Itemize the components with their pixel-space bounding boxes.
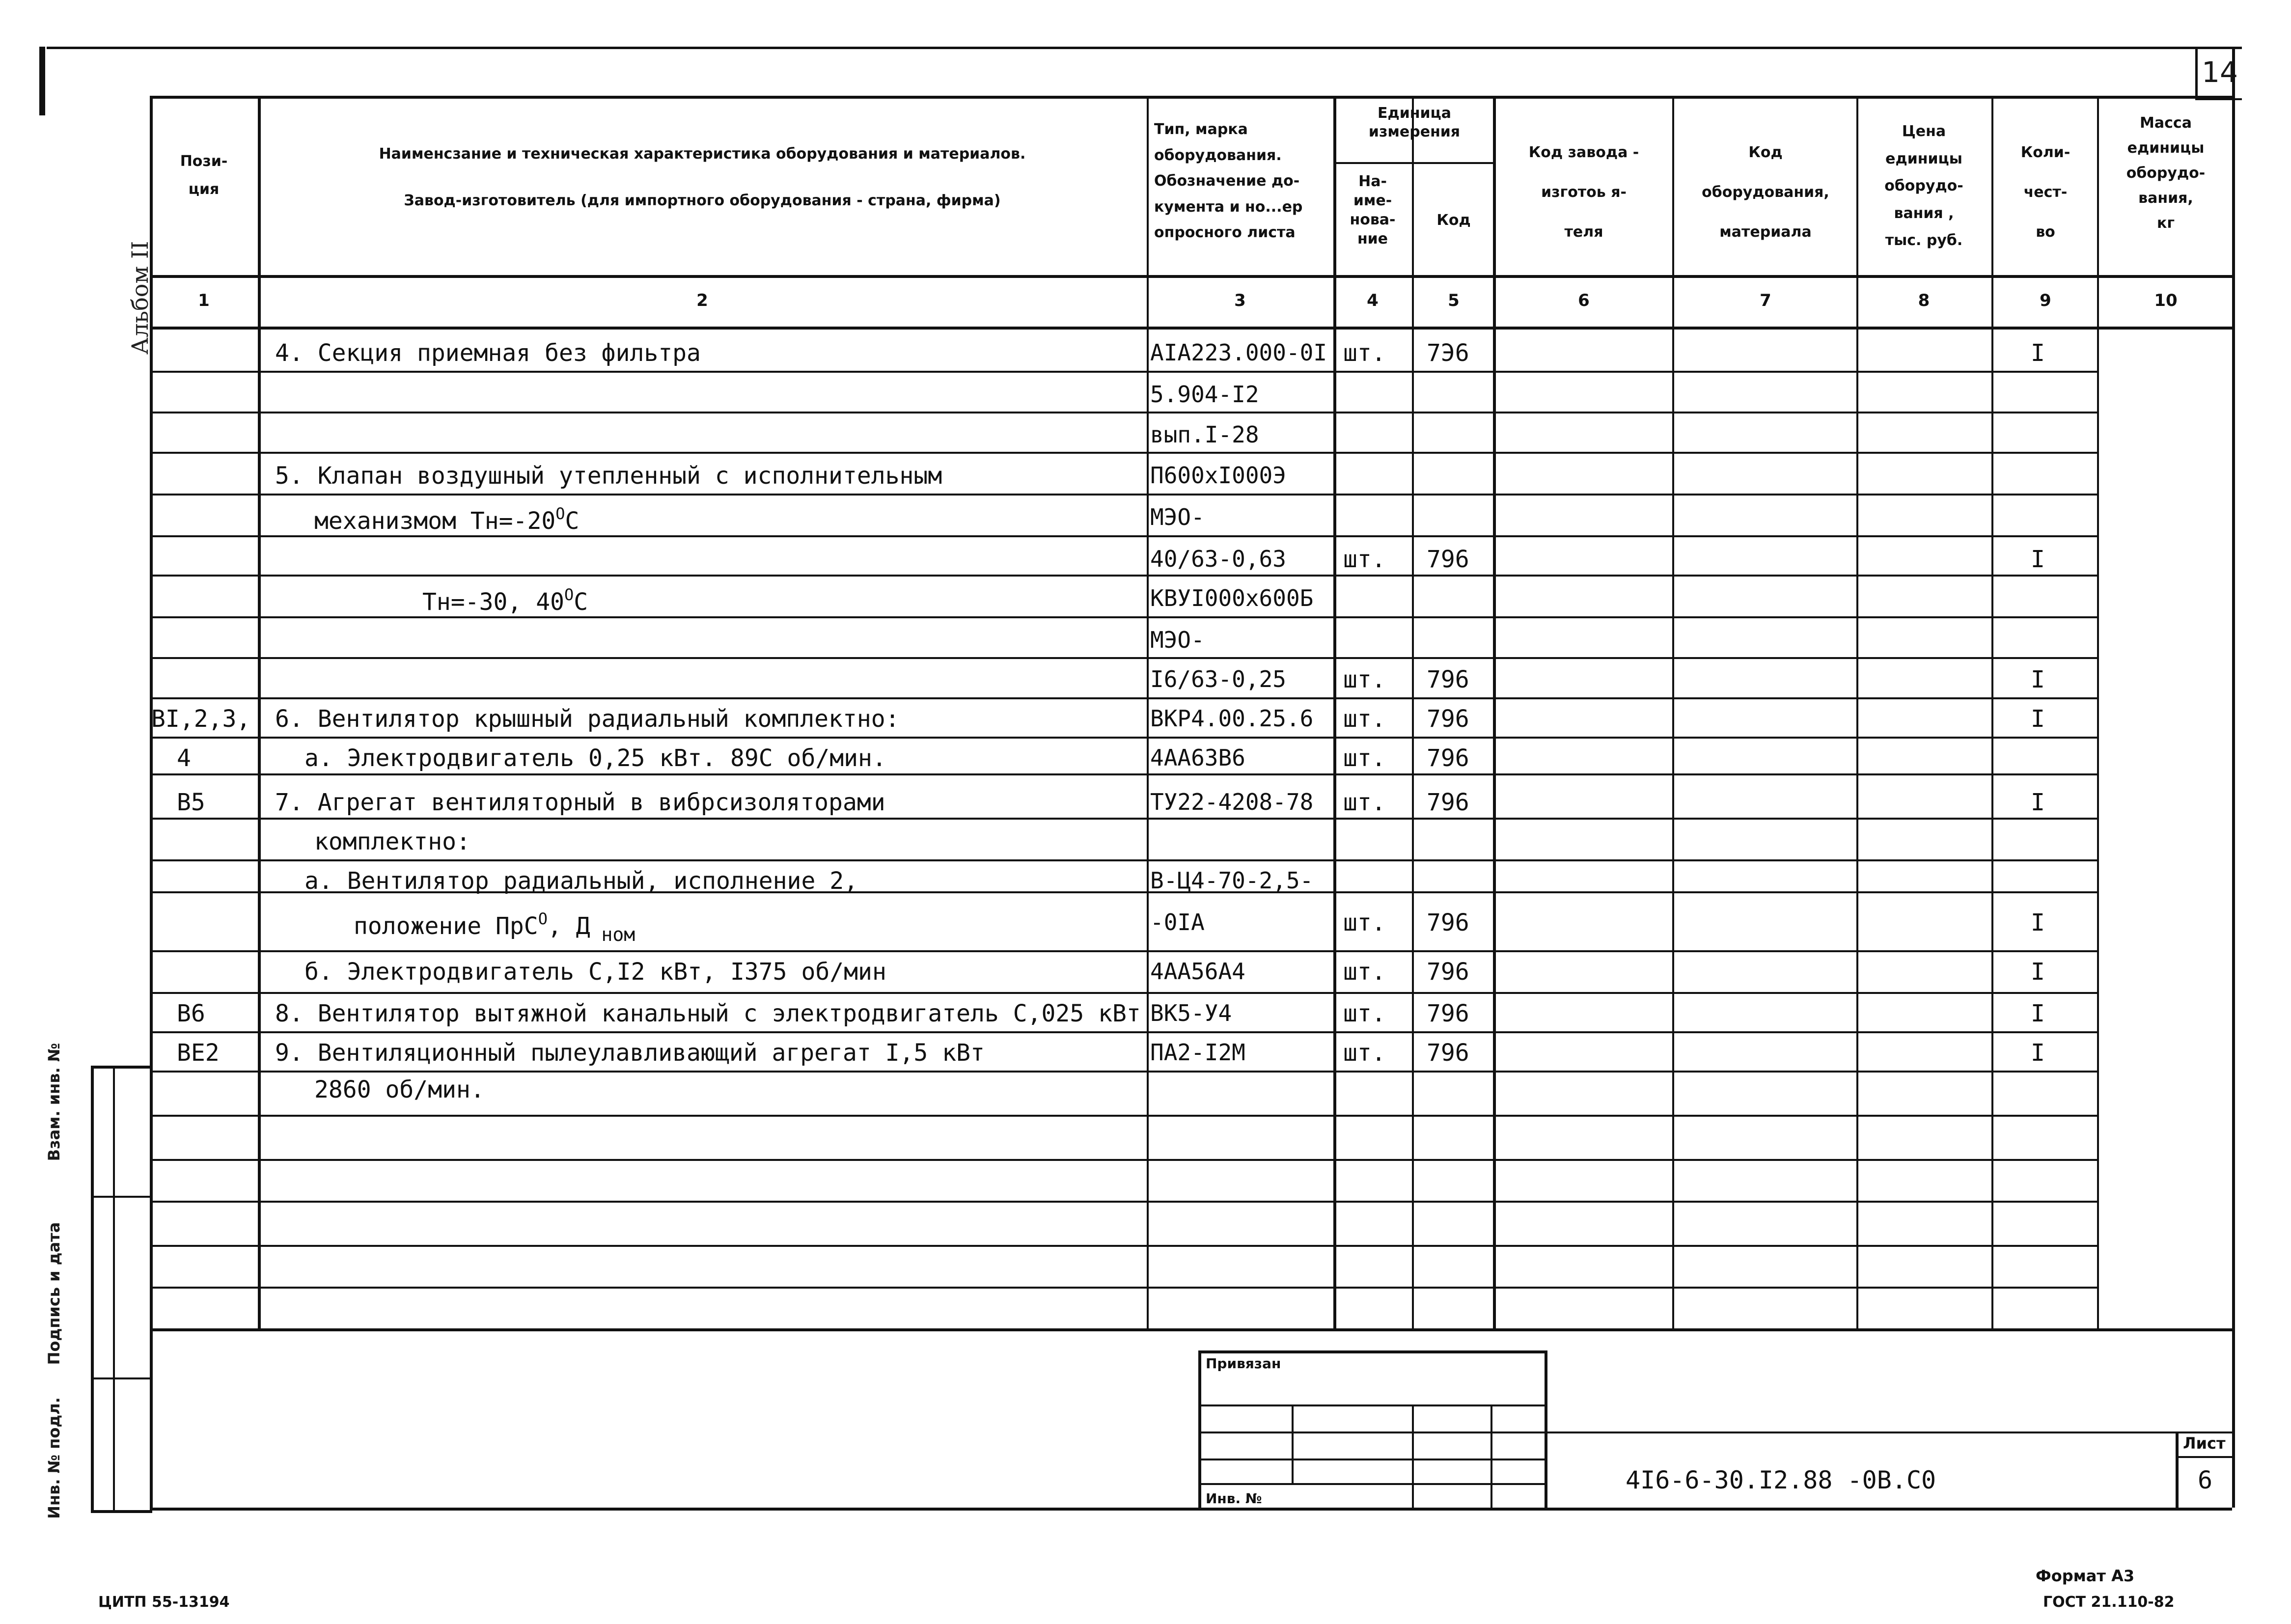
grid-line	[1491, 1404, 1492, 1510]
name-tail: , Д	[547, 912, 590, 940]
cell-name: Тн=-30, $40^OС$	[422, 585, 588, 616]
cell-unit: шт.	[1343, 958, 1386, 986]
cell-unit: шт.	[1343, 666, 1386, 693]
cell-type: ПА2-I2М	[1150, 1039, 1245, 1066]
grid-line	[1412, 96, 1414, 1328]
superscript-degree: O	[564, 585, 574, 604]
sheet-label: Лист	[2183, 1434, 2226, 1453]
cell-unit-code: 796	[1427, 1000, 1469, 1027]
cell-type: ВКР4.00.25.6	[1150, 705, 1314, 732]
grid-line	[1672, 96, 1674, 1328]
side-label-podpis: Подпись и дата	[45, 1222, 63, 1365]
cell-type: -0IA	[1150, 909, 1205, 936]
header-mass: Масса единицы оборудо- вания, кг	[2126, 114, 2206, 232]
cell-type: П600хI000Э	[1150, 462, 1286, 489]
grid-line	[150, 657, 2097, 659]
header-type: Тип, марка оборудования. Обозначение до- кумента и но...ер опросного листа	[1154, 121, 1303, 241]
cell-unit-code: 796	[1427, 744, 1469, 772]
header-qty: Коли- чест- во	[2020, 144, 2070, 241]
grid-line	[150, 950, 2097, 952]
cell-unit-code: 796	[1427, 1039, 1469, 1067]
cell-unit: шт.	[1343, 789, 1386, 816]
grid-line	[150, 1508, 2232, 1511]
grid-line	[150, 1328, 153, 1508]
grid-line	[1856, 96, 1858, 1328]
column-number: 5	[1448, 291, 1460, 310]
cell-unit: шт.	[1343, 1039, 1386, 1067]
grid-line	[1198, 1431, 1547, 1433]
cell-name: положение ПрС$^O$, Д $_{ном}$	[354, 909, 635, 945]
grid-line	[1991, 96, 1993, 1328]
cell-name: б. Электродвигатель С,I2 кВт, I375 об/мин	[304, 958, 886, 986]
cell-name: комплектно:	[314, 828, 470, 855]
grid-line	[2232, 1328, 2235, 1508]
album-label: Альбом II	[127, 241, 153, 355]
grid-line	[150, 1115, 2097, 1117]
grid-line	[2097, 96, 2099, 1328]
grid-line	[150, 1159, 2097, 1161]
grid-line	[1292, 1404, 1294, 1483]
grid-line	[150, 737, 2097, 739]
column-number: 7	[1760, 291, 1771, 310]
grid-line	[150, 616, 2097, 618]
grid-line	[1545, 1350, 1547, 1510]
cell-type: КВУI000х600Б	[1150, 585, 1314, 611]
cell-unit: шт.	[1343, 546, 1386, 573]
cell-type: МЭО-	[1150, 504, 1205, 530]
cell-name: 2860 об/мин.	[314, 1076, 485, 1103]
column-number: 10	[2154, 291, 2178, 310]
grid-line	[258, 96, 261, 1328]
cell-type: ТУ22-4208-78	[1150, 789, 1314, 815]
cell-type: 5.904-I2	[1150, 381, 1259, 408]
cell-position: В5	[177, 789, 205, 816]
cell-qty: I	[2031, 1000, 2045, 1027]
header-name-line1: Наименсзание и техническая характеристика оборудования и материалов.	[379, 145, 1026, 163]
grid-line	[150, 371, 2097, 373]
footer-right-code: ГОСТ 21.110-82	[2043, 1594, 2175, 1611]
grid-line	[150, 452, 2097, 454]
grid-line	[1198, 1350, 1547, 1353]
cell-position: В6	[177, 1000, 205, 1027]
header-plant-code: Код завода - изготоь я- теля	[1528, 144, 1639, 241]
header-unit-name: На- име- нова- ние	[1350, 173, 1396, 248]
cell-qty: I	[2031, 789, 2045, 816]
cell-unit-code: 796	[1427, 666, 1469, 693]
frame-left-mark	[39, 47, 45, 115]
header-equip-code: Код оборудования, материала	[1702, 144, 1829, 241]
grid-line	[150, 859, 2097, 861]
grid-line	[1412, 1404, 1414, 1510]
grid-line	[1198, 1483, 1547, 1485]
grid-line	[150, 1328, 2232, 1331]
cell-name: 7. Агрегат вентиляторный в вибрсизоляторами	[275, 789, 885, 816]
cell-type: 4АА63В6	[1150, 744, 1245, 771]
grid-line	[150, 494, 2097, 495]
cell-qty: I	[2031, 666, 2045, 693]
cell-type: 4АА56А4	[1150, 958, 1245, 985]
side-label-inv: Инв. № подл.	[45, 1397, 63, 1519]
grid-line	[150, 697, 2097, 699]
cell-name: 9. Вентиляционный пылеулавливающий агрегат I,5 кВт	[275, 1039, 985, 1067]
cell-qty: I	[2031, 339, 2045, 367]
cell-unit-code: 796	[1427, 546, 1469, 573]
grid-line	[113, 1066, 115, 1513]
cell-unit: шт.	[1343, 909, 1386, 936]
column-number: 2	[696, 291, 708, 310]
grid-line	[1333, 162, 1493, 164]
grid-line	[150, 1071, 2097, 1073]
cell-name: 8. Вентилятор вытяжной канальный с электродвигатель С,025 кВт	[275, 1000, 1141, 1027]
cell-qty: I	[2031, 1039, 2045, 1067]
grid-line	[1493, 96, 1496, 1328]
name-tail: С	[574, 588, 588, 616]
inv-no-label: Инв. №	[1206, 1490, 1262, 1507]
grid-line	[150, 535, 2097, 537]
cell-type: МЭО-	[1150, 627, 1205, 653]
column-number: 9	[2040, 291, 2051, 310]
cell-name: 6. Вентилятор крышный радиальный комплектно:	[275, 705, 900, 733]
header-position: Пози- ция	[180, 153, 228, 198]
cell-qty: I	[2031, 958, 2045, 986]
side-label-vzam: Взам. инв. №	[45, 1043, 63, 1161]
cell-unit: шт.	[1343, 705, 1386, 733]
document-code: 4I6-6-30.I2.88 -0В.С0	[1626, 1466, 1936, 1494]
cell-unit-code: 796	[1427, 958, 1469, 986]
superscript-degree: O	[538, 909, 548, 928]
grid-line	[150, 275, 2232, 278]
grid-line	[150, 1031, 2097, 1033]
page-number: 14	[2195, 47, 2242, 100]
cell-type: ВК5-У4	[1150, 1000, 1232, 1026]
grid-line	[150, 1287, 2097, 1289]
cell-type: I6/63-0,25	[1150, 666, 1286, 692]
cell-unit-code: 796	[1427, 789, 1469, 816]
cell-type: В-Ц4-70-2,5-	[1150, 867, 1314, 894]
column-number: 6	[1578, 291, 1590, 310]
cell-type: 40/63-0,63	[1150, 546, 1286, 572]
header-price: Цена единицы оборудо- вания , тыс. руб.	[1884, 123, 1963, 249]
sheet-frame	[47, 47, 2242, 1522]
subscript-nom: ном	[590, 924, 635, 945]
grid-line	[91, 1510, 152, 1513]
cell-position: 4	[177, 744, 191, 772]
column-number: 1	[198, 291, 210, 310]
cell-name: а. Электродвигатель 0,25 кВт. 89С об/мин.	[304, 744, 886, 772]
footer-left-code: ЦИТП 55-13194	[98, 1594, 230, 1611]
grid-line	[150, 96, 2232, 99]
grid-line	[1198, 1404, 1547, 1406]
grid-line	[150, 575, 2097, 577]
grid-line	[1147, 96, 1149, 1328]
cell-qty: I	[2031, 909, 2045, 936]
grid-line	[150, 1245, 2097, 1247]
cell-name: 5. Клапан воздушный утепленный с исполнительным	[275, 462, 942, 490]
grid-line	[150, 818, 2097, 820]
grid-line	[2232, 96, 2235, 1328]
grid-line	[2176, 1456, 2232, 1458]
cell-type: вып.I-28	[1150, 421, 1259, 448]
grid-line	[1198, 1350, 1201, 1510]
cell-name: 4. Секция приемная без фильтра	[275, 339, 701, 367]
cell-unit: шт.	[1343, 744, 1386, 772]
cell-name: механизмом $Тн=-20^OС$	[314, 504, 580, 535]
cell-unit-code: 796	[1427, 705, 1469, 733]
grid-line	[150, 773, 2097, 775]
cell-unit: шт.	[1343, 1000, 1386, 1027]
grid-line	[150, 1201, 2097, 1203]
grid-line	[91, 1066, 94, 1513]
cell-name: а. Вентилятор радиальный, исполнение 2,	[304, 867, 858, 895]
superscript-degree: O	[555, 504, 565, 523]
grid-line	[1545, 1431, 2232, 1433]
name-tail: С	[565, 507, 580, 535]
grid-line	[150, 992, 2097, 994]
grid-line	[91, 1066, 152, 1069]
grid-line	[91, 1377, 152, 1379]
header-unit-code: Код	[1436, 212, 1471, 229]
footer-format: Формат А3	[2036, 1567, 2135, 1585]
sheet-number: 6	[2198, 1466, 2213, 1494]
header-unit-group: Единица измерения	[1368, 105, 1461, 140]
grid-line	[150, 412, 2097, 413]
column-number: 8	[1918, 291, 1930, 310]
column-number: 3	[1234, 291, 1246, 310]
cell-qty: I	[2031, 546, 2045, 573]
grid-line	[2176, 1431, 2179, 1510]
grid-line	[150, 327, 2232, 330]
cell-position: BI,2,3,	[151, 705, 251, 733]
cell-position: ВЕ2	[177, 1039, 220, 1067]
column-number: 4	[1367, 291, 1379, 310]
grid-line	[2232, 47, 2235, 96]
privyazan-label: Привязан	[1206, 1355, 1281, 1372]
header-name-line2: Завод-изготовитель (для импортного оборудования - страна, фирма)	[404, 192, 1001, 209]
grid-line	[1198, 1459, 1547, 1460]
grid-line	[1333, 96, 1336, 1328]
cell-unit: шт.	[1343, 339, 1386, 367]
cell-type: AIA223.000-0I	[1150, 339, 1327, 366]
grid-line	[91, 1196, 152, 1198]
cell-unit-code: 7Э6	[1427, 339, 1469, 367]
cell-qty: I	[2031, 705, 2045, 733]
cell-unit-code: 796	[1427, 909, 1469, 936]
